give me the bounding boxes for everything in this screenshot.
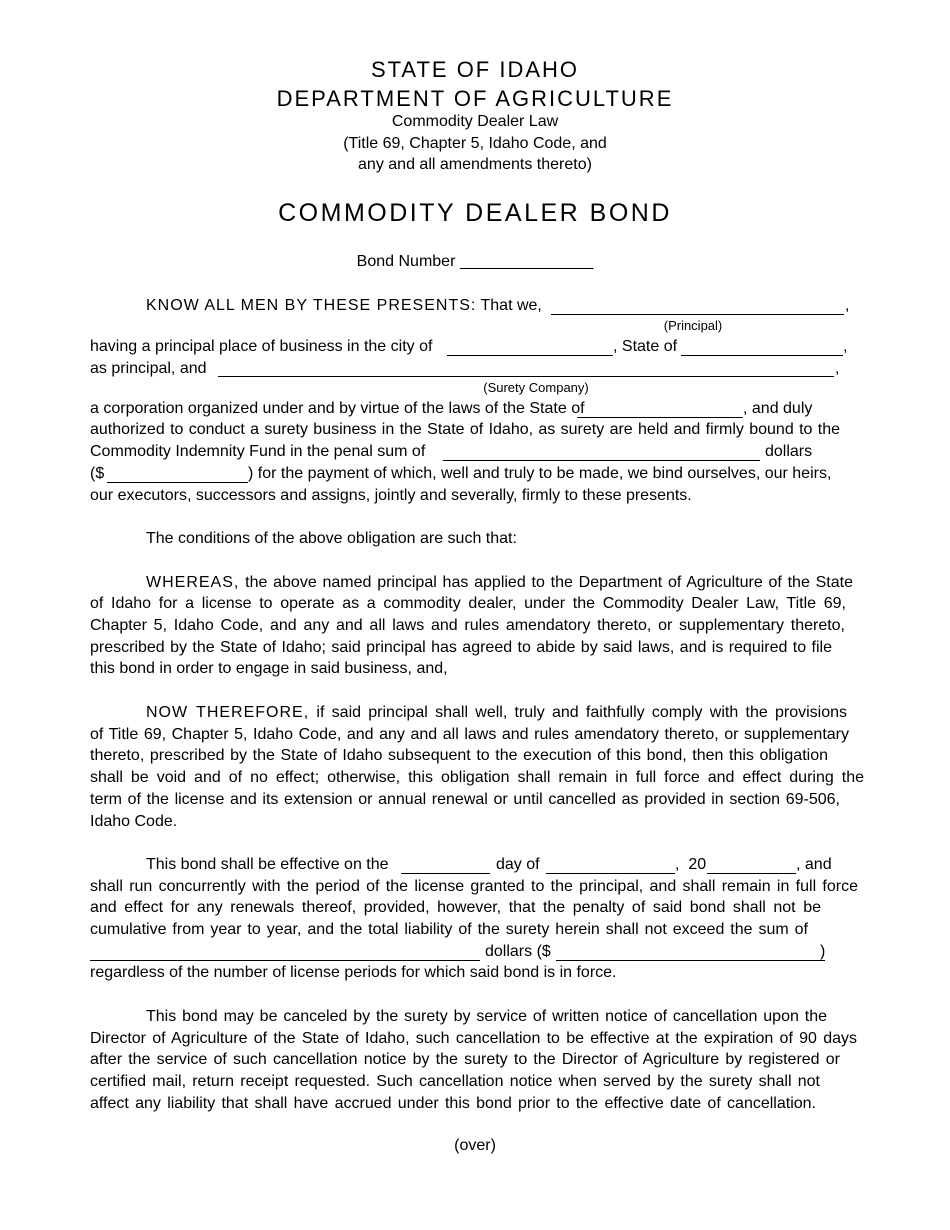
p5-line-1b: day of (496, 856, 540, 873)
p6-line-5: affect any liability that shall have accrued under this bond prior to the effective date of cancellation. (90, 1095, 816, 1112)
principal-caption: (Principal) (663, 318, 723, 333)
surety-company-field[interactable] (218, 376, 834, 377)
effective-day-field[interactable] (401, 873, 490, 874)
law-citation-line-2: any and all amendments thereto) (358, 156, 592, 173)
penal-sum-amount-field[interactable] (107, 482, 248, 483)
document-title: COMMODITY DEALER BOND (278, 199, 672, 227)
p1-line-4b: , and duly (743, 400, 813, 417)
know-all-men-lead: KNOW ALL MEN BY THESE PRESENTS: (146, 297, 477, 314)
p3-line-1-text: the above named principal has applied to the Department of Agriculture of the State (239, 574, 853, 591)
p5-line-5a: dollars ($ (485, 943, 551, 960)
p5-line-4: cumulative from year to year, and the total liability of the surety herein shall not exceed the sum of (90, 921, 808, 938)
p1-line-2a: having a principal place of business in the city of (90, 338, 433, 355)
p3-line-4: prescribed by the State of Idaho; said principal has agreed to abide by said laws, and is required to file (90, 639, 832, 656)
p3-line-3: Chapter 5, Idaho Code, and any and all laws and rules amendatory thereto, or supplementary thereto, (90, 617, 845, 634)
p5-line-6: regardless of the number of license periods for which said bond is in force. (90, 964, 617, 981)
p3-line-1 (146, 573, 853, 593)
p3-line-2: of Idaho for a license to operate as a commodity dealer, under the Commodity Dealer Law, Title 69, (90, 595, 846, 612)
p4-line-2: of Title 69, Chapter 5, Idaho Code, and any and all laws and rules amendatory thereto, or supplementary (90, 726, 849, 743)
p1-comma-2: , (843, 338, 848, 355)
p6-line-4: certified mail, return receipt requested. Such cancellation notice when served by the surety shall not (90, 1073, 820, 1090)
principal-name-field[interactable] (551, 314, 844, 315)
p4-line-4: shall be void and of no effect; otherwise, this obligation shall remain in full force and effect during the (90, 769, 864, 786)
now-therefore-lead: NOW THEREFORE, (146, 704, 310, 721)
principal-state-field[interactable] (681, 355, 843, 356)
p5-line-1a: This bond shall be effective on the (146, 856, 389, 873)
p1-line-6a: Commodity Indemnity Fund in the penal sum of (90, 443, 426, 460)
p1-line-3a: as principal, and (90, 360, 207, 377)
p4-line-1 (146, 703, 847, 723)
effective-month-field[interactable] (546, 873, 675, 874)
p4-line-1-text: if said principal shall well, truly and faithfully comply with the provisions (309, 704, 848, 721)
liability-words-field[interactable] (90, 960, 480, 961)
p6-line-3: after the service of such cancellation notice by the surety to the Director of Agriculture by registered or (90, 1051, 840, 1068)
p6-line-1: This bond may be canceled by the surety by service of written notice of cancellation upon the (146, 1008, 827, 1025)
p1-line-7b: ) for the payment of which, well and truly to be made, we bind ourselves, our heirs, (248, 465, 832, 482)
p5-line-1d: , and (796, 856, 832, 873)
conditions-intro: The conditions of the above obligation are such that: (146, 530, 517, 547)
surety-state-field[interactable] (577, 417, 743, 418)
state-heading: STATE OF IDAHO (370, 57, 580, 82)
law-citation-line-1: (Title 69, Chapter 5, Idaho Code, and (343, 135, 607, 152)
whereas-lead: WHEREAS, (146, 574, 240, 591)
p5-line-5b: ) (820, 943, 826, 960)
bond-number: Bond Number _______________ (356, 253, 594, 270)
liability-amount-field[interactable] (556, 960, 825, 961)
p5-line-1c: , 20 (675, 856, 707, 873)
p1-line-6b: dollars (765, 443, 813, 460)
that-we-text: That we, (476, 297, 542, 314)
surety-caption: (Surety Company) (483, 380, 589, 395)
p1-line-5: authorized to conduct a surety business in the State of Idaho, as surety are held and firmly bound to the (90, 421, 840, 438)
law-name: Commodity Dealer Law (391, 113, 559, 130)
p1-line-1 (146, 296, 542, 316)
p1-line-4a: a corporation organized under and by virtue of the laws of the State of (90, 400, 585, 417)
p5-line-3: and effect for any renewals thereof, provided, however, that the penalty of said bond shall not be (90, 899, 821, 916)
p6-line-2: Director of Agriculture of the State of Idaho, such cancellation to be effective at the expiration of 90 days (90, 1030, 857, 1047)
p1-comma-1: , (845, 297, 850, 314)
department-heading: DEPARTMENT OF AGRICULTURE (276, 86, 674, 111)
p4-line-5: term of the license and its extension or annual renewal or until cancelled as provided in section 69-506, (90, 791, 840, 808)
p5-line-2: shall run concurrently with the period of the license granted to the principal, and shall remain in full force (90, 878, 858, 895)
p1-comma-3: , (835, 360, 840, 377)
p1-line-2b: , State of (613, 338, 678, 355)
over-note: (over) (454, 1137, 496, 1154)
p1-line-7a: ($ (90, 465, 105, 482)
principal-city-field[interactable] (447, 355, 613, 356)
effective-year-field[interactable] (707, 873, 796, 874)
p1-line-8: our executors, successors and assigns, jointly and severally, firmly to these presents. (90, 487, 692, 504)
p3-line-5: this bond in order to engage in said business, and, (90, 660, 448, 677)
p4-line-6: Idaho Code. (90, 813, 178, 830)
penal-sum-words-field[interactable] (443, 460, 760, 461)
p4-line-3: thereto, prescribed by the State of Idaho subsequent to the execution of this bond, then this obligation (90, 747, 828, 764)
